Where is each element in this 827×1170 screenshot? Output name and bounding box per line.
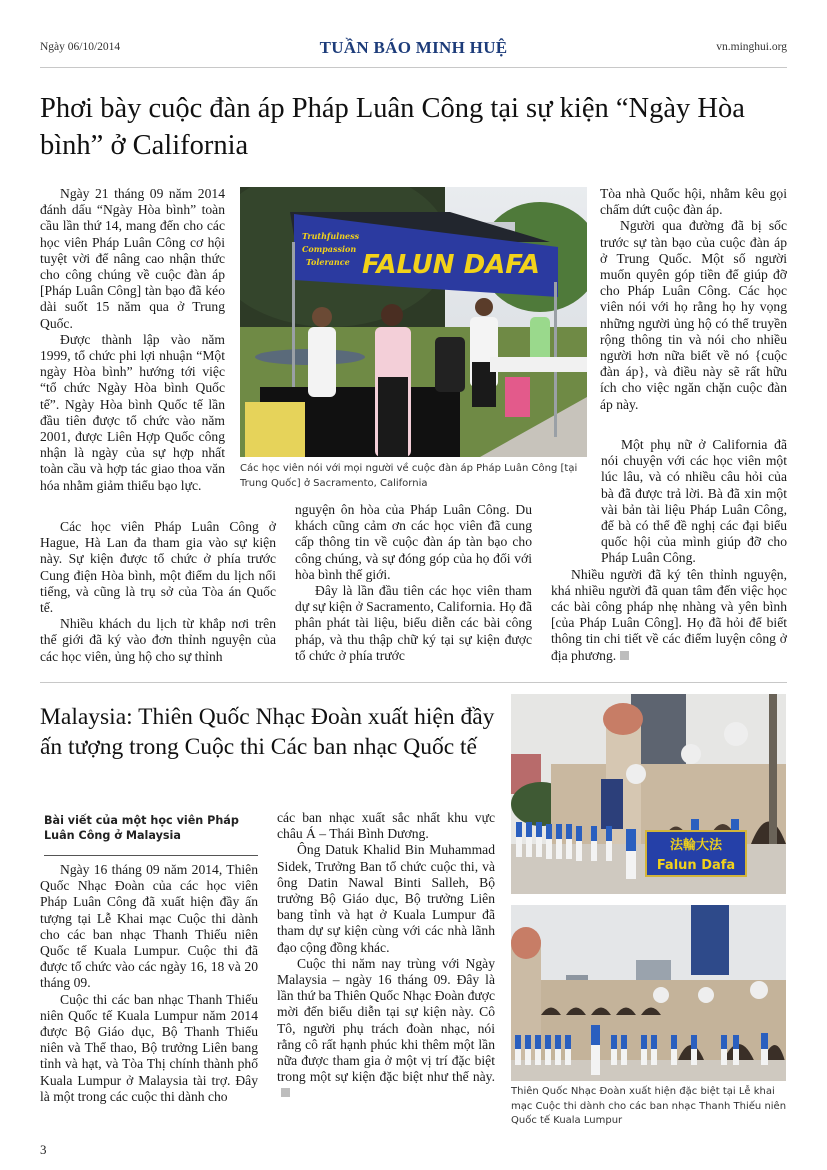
article2-byline: Bài viết của một học viên Pháp Luân Công ở Malaysia bbox=[44, 813, 258, 856]
article2-photo-parade bbox=[511, 694, 786, 894]
paragraph: nguyện ôn hòa của Pháp Luân Công. Du khách cũng cảm ơn các học viên đã cung cấp thông tin về cuộc đàn áp tàn bạo cho công chúng, và sự đóng góp của họ đối với hòa bình thế giới. bbox=[295, 502, 532, 582]
paragraph: Nhiều khách du lịch từ khắp nơi trên thế giới đã ký vào đơn thỉnh nguyện của các học viên, ủng hộ cho sự thỉnh bbox=[40, 616, 276, 664]
page-header bbox=[40, 38, 787, 68]
paragraph: Tòa nhà Quốc hội, nhằm kêu gọi chấm dứt cuộc đàn áp. bbox=[600, 186, 787, 218]
paragraph: Một phụ nữ ở California đã nói chuyện với các học viên một lúc lâu, và có nhiều câu hỏi của bà đã được trả lời. Bà đã xin một vài bản tài liệu Pháp Luân Công, để bà có thể đề nghị các đại biểu quốc hội của mình giúp đỡ cho Pháp Luân Công. bbox=[601, 437, 787, 566]
end-of-article-mark bbox=[281, 1088, 290, 1097]
article1-column1-lower bbox=[40, 519, 276, 665]
banner-chinese-text: 法輪大法 bbox=[669, 838, 723, 853]
article1-column3-lower bbox=[551, 437, 787, 664]
falun-dafa-booth-image bbox=[240, 187, 587, 457]
article1-column2 bbox=[295, 502, 532, 664]
banner-falun-dafa-text: Falun Dafa bbox=[656, 858, 736, 873]
issue-date: Ngày 06/10/2014 bbox=[40, 41, 121, 53]
paragraph: Ông Datuk Khalid Bin Muhammad Sidek, Trưởng Ban tổ chức cuộc thi, và ông Datin Nawal Binti Salleh, Bộ trưởng Bộ Giáo dục, Bộ trưởng Liên bang tỉnh và hạt ở Kuala Lumpur đã tham dự sự kiện cùng với các nhà lãnh đạo cộng đồng khác. bbox=[277, 842, 495, 955]
paragraph: Được thành lập vào năm 1999, tổ chức phi lợi nhuận “Một ngày Hòa bình” hướng tới việc “tổ chức Ngày Hòa bình Quốc tế”. Ngày Hòa bình Quốc tế lần đầu tiên được tổ chức vào năm 2001, được Liên Hợp Quốc công nhận là ngày của sự hợp nhất toàn cầu và hợp tác giao thoa văn hóa nhằm giảm thiểu bạo lực. bbox=[40, 331, 225, 493]
paragraph: Các học viên Pháp Luân Công ở Hague, Hà Lan đa tham gia vào sự kiện này. Sự kiện được tổ chức ở phía trước Cung điện Hòa bình, một điểm du lịch nổi tiếng, và cũng là trụ sở của Tòa án Quốc tế. bbox=[40, 519, 276, 616]
svg-text:Compassion: Compassion bbox=[302, 244, 357, 254]
article2-column1 bbox=[40, 862, 258, 1105]
article1-column3-upper bbox=[600, 186, 787, 413]
publication-title: TUẦN BÁO MINH HUỆ bbox=[319, 38, 508, 57]
banner-falun-dafa-text: FALUN DAFA bbox=[362, 250, 540, 280]
article2-title: Malaysia: Thiên Quốc Nhạc Đoàn xuất hiện đầy ấn tượng trong Cuộc thi Các ban nhạc Quốc tế bbox=[40, 704, 495, 760]
section-divider bbox=[40, 682, 787, 683]
paragraph: Ngày 16 tháng 09 năm 2014, Thiên Quốc Nhạc Đoàn của các học viên Pháp Luân Công đã xuất hiện đầy ấn tượng tại Lễ Khai mạc Cuộc thi dành cho các ban nhạc Thanh Thiếu niên Quốc tế Kuala Lumpur. Cuộc thi đã được tổ chức vào các ngày 16, 18 và 20 tháng 09. bbox=[40, 862, 258, 991]
end-of-article-mark bbox=[620, 651, 629, 660]
paragraph: Đây là lần đầu tiên các học viên tham dự sự kiện ở Sacramento, California. Họ đã phân phát tài liệu, biểu diễn các bài công pháp, và thu thập chữ ký tại sự kiện được tổ chức ở phía trước bbox=[295, 583, 532, 663]
article1-photo-caption: Các học viên nói với mọi người về cuộc đàn áp Pháp Luân Công [tại Trung Quốc] ở Sacramento, California bbox=[240, 463, 578, 489]
paragraph: các ban nhạc xuất sắc nhất khu vực châu Á – Thái Bình Dương. bbox=[277, 810, 495, 842]
paragraph: Cuộc thi năm nay trùng với Ngày Malaysia – ngày 16 tháng 09. Đây là lần thứ ba Thiên Quốc Nhạc Đoàn được mời đến biểu diễn tại sự kiện này. Cô Tô, người phụ trách đoàn nhạc, nói rằng cô rất hạnh phúc khi thêm một lần nữa được tham gia ở một vị trí đặc biệt trong một sự kiện đặc biệt như thế này. bbox=[277, 956, 495, 1102]
paragraph: Ngày 21 tháng 09 năm 2014 đánh dấu “Ngày Hòa bình” toàn cầu lần thứ 14, mang đến cho các học viên Pháp Luân Công cơ hội tuyệt vời để nâng cao nhận thức cho công chúng về cuộc đàn áp [Pháp Luân Công] tàn bạo đã kéo dài suốt 15 năm qua ở Trung Quốc. bbox=[40, 186, 225, 331]
article2-photo-caption: Thiên Quốc Nhạc Đoàn xuất hiện đặc biệt tại Lễ khai mạc Cuộc thi dành cho các ban nhạc Thanh Thiếu niên Quốc tế Kuala Lumpur bbox=[511, 1086, 787, 1126]
svg-text:Tolerance: Tolerance bbox=[306, 257, 350, 267]
article1-column1 bbox=[40, 186, 225, 494]
banner-motto: Truthfulness bbox=[302, 231, 360, 241]
paragraph: Người qua đường đã bị sốc trước sự tàn bạo của cuộc đàn áp ở Trung Quốc. Một số người muốn quyên góp tiền để giúp đỡ cho Pháp Luân Công. Các học viên nói với họ rằng họ hy vọng những người ủng hộ có thể truyền rộng thông tin và nói cho nhiều người hơn nữa biết về nó {cuộc đàn áp}, và điều này sẽ rất hữu ích cho việc ngăn chặn cuộc đàn áp này. bbox=[600, 218, 787, 412]
paragraph: Cuộc thi các ban nhạc Thanh Thiếu niên Quốc tế Kuala Lumpur năm 2014 được Bộ Giáo dục, Bộ Thanh Thiếu niên và Thể thao, Bộ trưởng Liên bang tỉnh và hạt, và Tòa Thị chính thành phố Kuala Lumpur ở Malaysia tài trợ. Đây là một trong các cuộc thi dành cho bbox=[40, 991, 258, 1104]
marching-band-parade-image bbox=[511, 694, 786, 894]
article2-photo-square bbox=[511, 905, 786, 1081]
marching-band-square-image bbox=[511, 905, 786, 1081]
article1-title: Phơi bày cuộc đàn áp Pháp Luân Công tại sự kiện “Ngày Hòa bình” ở California bbox=[40, 93, 745, 161]
paragraph: Nhiều người đã ký tên thỉnh nguyện, khá nhiều người đã quan tâm đến việc học các bài công pháp nhẹ nhàng và yên bình [của Pháp Luân Công]. Họ đã hỏi để biết thông tin chi tiết về các điểm luyện công ở địa phương. bbox=[551, 566, 787, 663]
article1-photo bbox=[240, 187, 587, 457]
article2-column2 bbox=[277, 810, 495, 1102]
page-number: 3 bbox=[40, 1142, 47, 1157]
website-link[interactable]: vn.minghui.org bbox=[716, 41, 787, 53]
